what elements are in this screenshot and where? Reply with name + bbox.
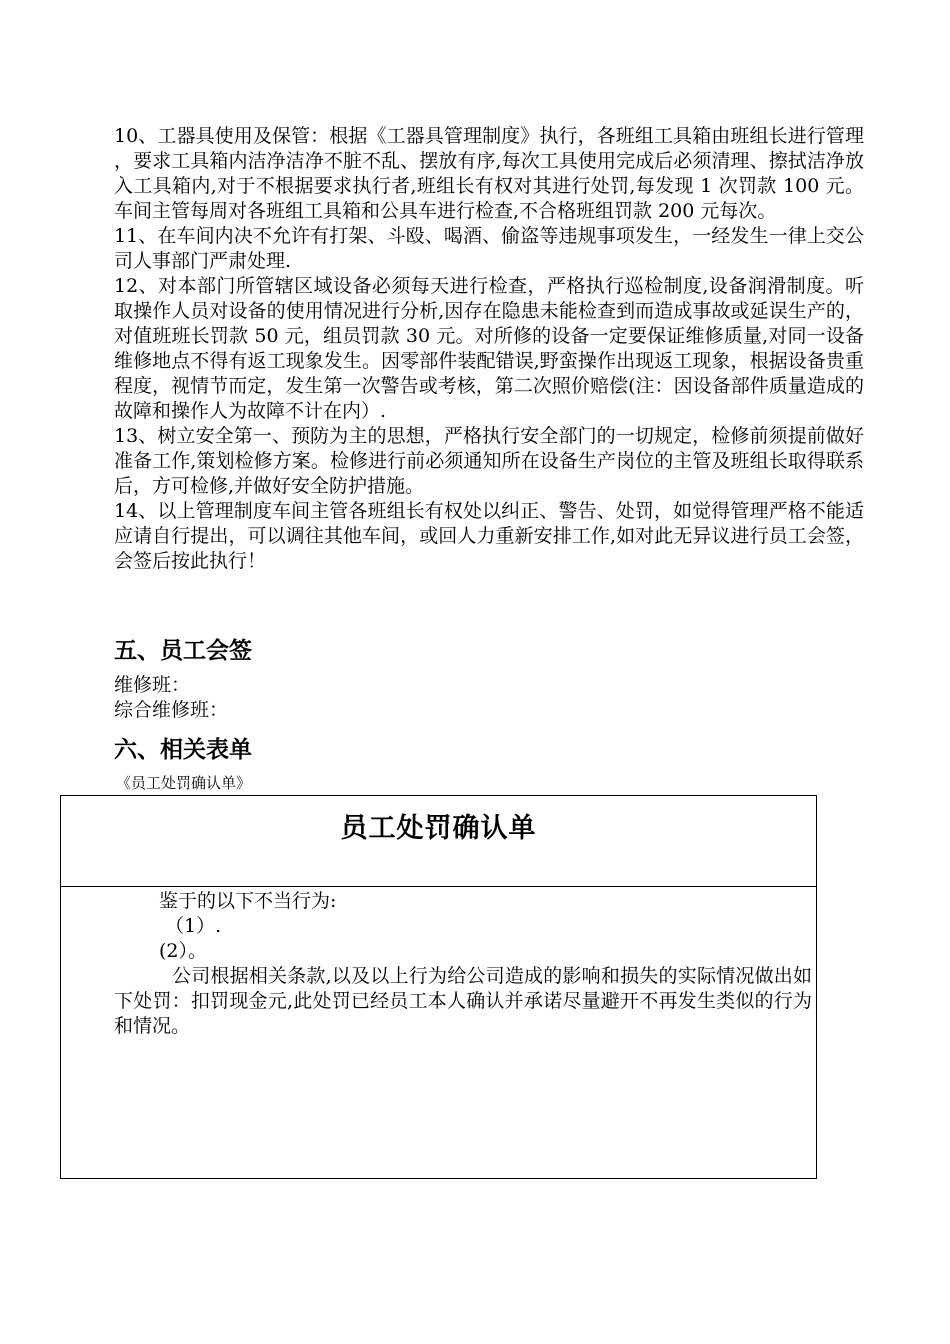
- form-item-1: （1）.: [165, 915, 222, 937]
- section-heading-employee-signoff: 五、员工会签: [114, 638, 252, 664]
- rules-list: [114, 124, 864, 574]
- signoff-maintenance-team: 维修班：: [114, 674, 191, 696]
- form-item-2: (2）。: [159, 940, 208, 962]
- rule-item-11: 11、在车间内决不允许有打架、斗殴、喝酒、偷盗等违规事项发生，一经发生一律上交公司人事部门严肃处理.: [114, 225, 864, 272]
- rule-item-10: 10、工器具使用及保管：根据《工器具管理制度》执行，各班组工具箱由班组长进行管理 ，要求工具箱内洁净洁净不脏不乱、摆放有序,每次工具使用完成后必须清理、擦拭洁净放入工具箱内,对于不根据要求执行者,班组长有权对其进行处罚,每发现 1 次罚款 100 元。车间主管每周对各班组工具箱和公具车进行检查,不合格班组罚款 200 元每次。: [114, 125, 864, 222]
- section-heading-related-forms: 六、相关表单: [114, 737, 252, 763]
- rule-item-13: 13、树立安全第一、预防为主的思想，严格执行安全部门的一切规定，检修前须提前做好准备工作,策划检修方案。检修进行前必须通知所在设备生产岗位的主管及班组长取得联系后，方可检修,并做好安全防护措施。: [114, 425, 864, 497]
- form-intro: 鉴于的以下不当行为:: [159, 890, 337, 912]
- signoff-general-maintenance-team: 综合维修班：: [114, 699, 229, 721]
- form-penalty-paragraph: 公司根据相关条款,以及以上行为给公司造成的影响和损失的实际情况做出如下处罚：扣罚现金元,此处罚已经员工本人确认并承诺尽量避开不再发生类似的行为和情况。: [114, 965, 812, 1037]
- form-title: 员工处罚确认单: [340, 813, 537, 844]
- form-caption: 《员工处罚确认单》: [116, 774, 252, 792]
- form-title-cell: [61, 796, 816, 887]
- rule-item-12: 12、对本部门所管辖区域设备必须每天进行检查，严格执行巡检制度,设备润滑制度。听取操作人员对设备的使用情况进行分析,因存在隐患未能检查到而造成事故或延误生产的，对值班班长罚款 50 元，组员罚款 30 元。对所修的设备一定要保证维修质量,对同一设备维修地点不得有返工现象发生。因零部件装配错误,野蛮操作出现返工现象，根据设备贵重程度，视情节而定，发生第一次警告或考核，第二次照价赔偿(注：因设备部件质量造成的故障和操作人为故障不计在内）.: [114, 275, 864, 422]
- rule-item-14: 14、以上管理制度车间主管各班组长有权处以纠正、警告、处罚，如觉得管理严格不能适应请自行提出，可以调往其他车间，或回人力重新安排工作,如对此无异议进行员工会签，会签后按此执行！: [114, 500, 864, 572]
- penalty-confirmation-form: [60, 795, 817, 1179]
